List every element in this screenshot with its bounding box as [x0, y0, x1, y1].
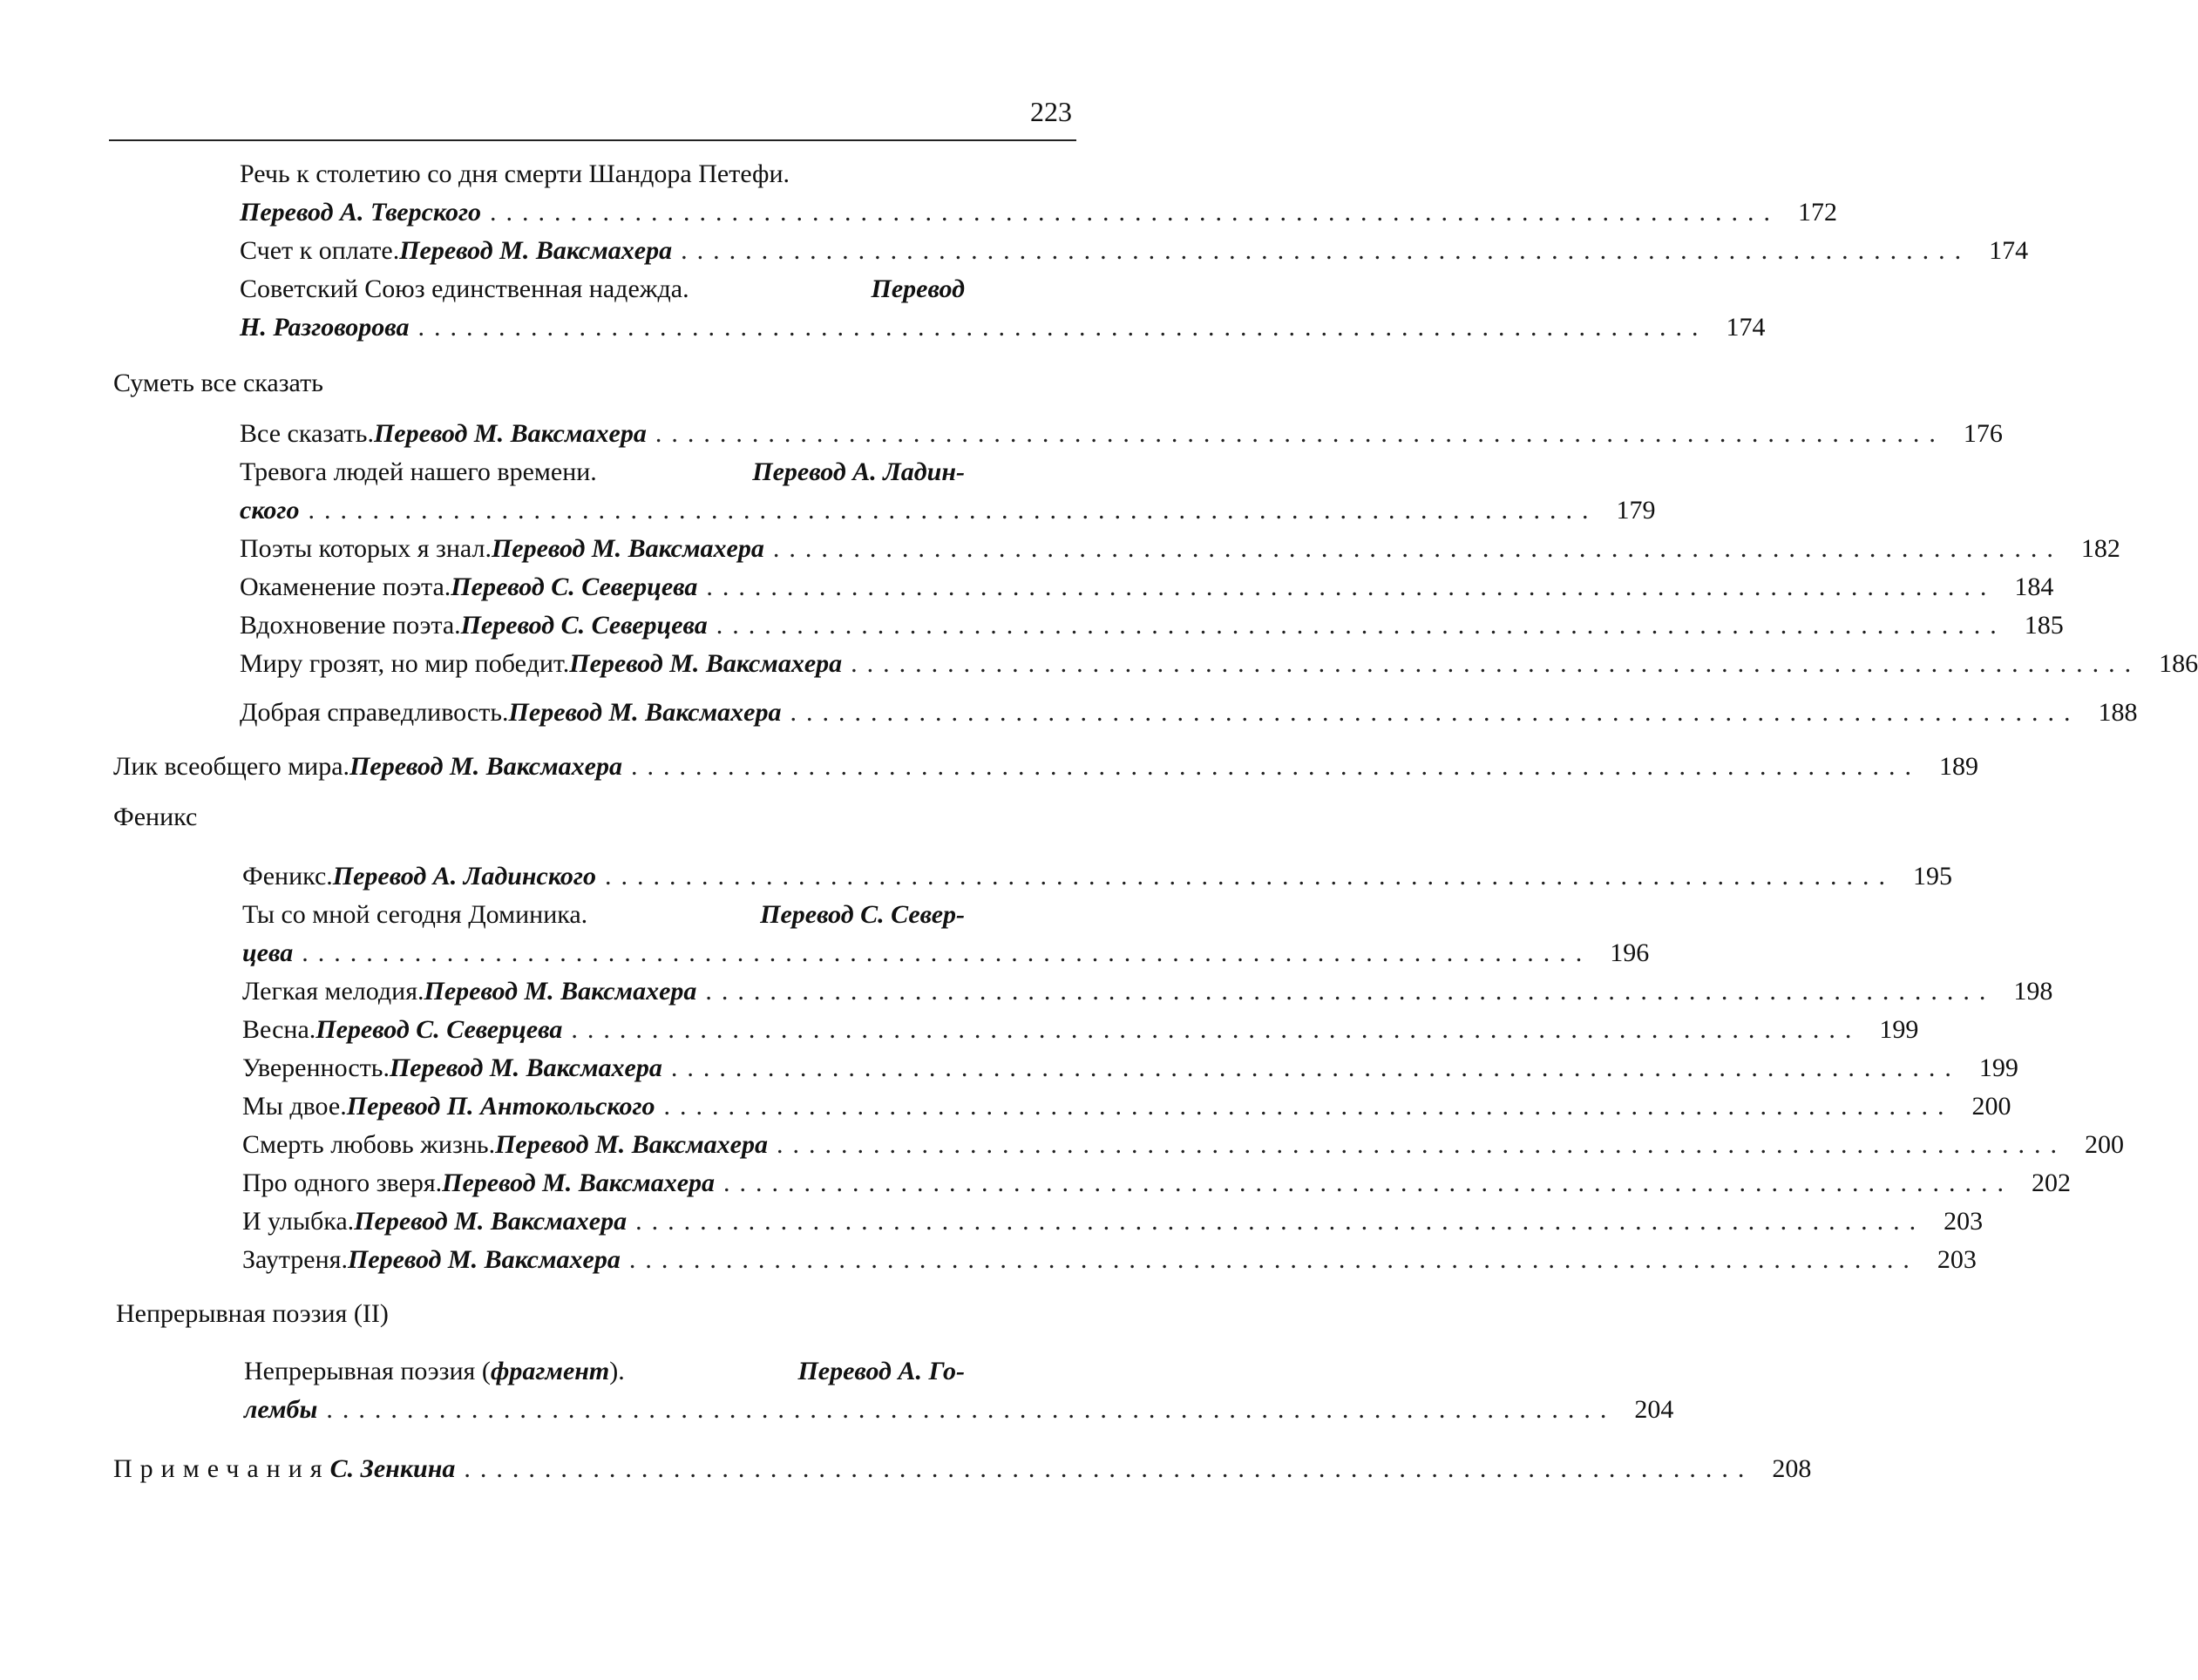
- toc-entry: [240, 193, 1838, 232]
- entry-title: Заутреня.: [242, 1245, 348, 1274]
- entry-page: 186: [2159, 649, 2198, 678]
- entry-page: 204: [1634, 1395, 1674, 1424]
- entry-page: 182: [2080, 534, 2120, 563]
- toc-entry: [240, 568, 2054, 606]
- entry-page: 196: [1610, 938, 1650, 967]
- entry-translator: ского: [240, 496, 300, 525]
- entry-title: Про одного зверя.: [242, 1169, 443, 1197]
- section-title: Феникс: [113, 803, 198, 831]
- toc-entry: [242, 1202, 1984, 1241]
- toc-entry-line: [240, 270, 965, 308]
- entry-translator: Перевод М. Ваксмахера: [424, 977, 697, 1006]
- dot-leader: ................................................................................: [655, 419, 1945, 448]
- entry-translator: Перевод М. Ваксмахера: [354, 1207, 628, 1236]
- toc-entry: [240, 694, 2138, 732]
- entry-title: Счет к оплате.: [240, 236, 400, 265]
- entry-page: 179: [1616, 496, 1656, 525]
- toc-entry: [240, 530, 2120, 568]
- entry-page: 185: [2024, 611, 2064, 640]
- toc-entry: [240, 606, 2064, 645]
- entry-page: 202: [2032, 1169, 2072, 1197]
- entry-title: И улыбка.: [242, 1207, 355, 1236]
- entry-title: Поэты которых я знал.: [240, 534, 492, 563]
- entry-title: Советский Союз единственная надежда.: [240, 274, 689, 303]
- entry-title: Примечания: [113, 1454, 330, 1483]
- entry-title-part: Непрерывная поэзия (: [244, 1357, 491, 1385]
- entry-translator: цева: [242, 938, 294, 967]
- dot-leader: ................................................................................: [670, 1053, 1961, 1082]
- dot-leader: ................................................................................: [772, 534, 2063, 563]
- toc-entry: [242, 934, 1650, 972]
- header-rule: [109, 139, 1076, 141]
- entry-translator: Перевод М. Ваксмахера: [495, 1130, 768, 1159]
- entry-title: Мы двое.: [242, 1092, 347, 1121]
- section-title: Суметь все сказать: [113, 369, 323, 397]
- toc-entry: [244, 1391, 1674, 1429]
- toc-entry: [242, 857, 1953, 896]
- dot-leader: ................................................................................: [723, 1169, 2014, 1197]
- entry-title: Весна.: [242, 1015, 316, 1044]
- entry-page: 188: [2098, 698, 2138, 727]
- dot-leader: ................................................................................: [663, 1092, 1954, 1121]
- dot-leader: ................................................................................: [635, 1207, 1926, 1236]
- entry-page: 189: [1938, 752, 1978, 781]
- entry-title-part: фрагмент: [490, 1357, 610, 1385]
- entry-title-part: ).: [609, 1357, 625, 1385]
- dot-leader: ................................................................................: [571, 1015, 1862, 1044]
- dot-leader: ................................................................................: [790, 698, 2080, 727]
- dot-leader: ................................................................................: [326, 1395, 1617, 1424]
- dot-leader: ................................................................................: [706, 572, 1997, 601]
- entry-title: Легкая мелодия.: [242, 977, 424, 1006]
- entry-translator: Перевод С. Северцева: [451, 572, 698, 601]
- dot-leader: ................................................................................: [681, 236, 1971, 265]
- toc-entry: [242, 972, 2053, 1011]
- entry-page: 184: [2014, 572, 2054, 601]
- entry-page: 176: [1963, 419, 2003, 448]
- dot-leader: ................................................................................: [851, 649, 2141, 678]
- dot-leader: ................................................................................: [302, 938, 1592, 967]
- entry-page: 199: [1879, 1015, 1919, 1044]
- entry-translator: С. Зенкина: [329, 1454, 456, 1483]
- dot-leader: ................................................................................: [776, 1130, 2066, 1159]
- dot-leader: ................................................................................: [705, 977, 1996, 1006]
- entry-title: Окаменение поэта.: [240, 572, 451, 601]
- toc-entry-line: [244, 1352, 965, 1391]
- entry-page: 200: [1971, 1092, 2011, 1121]
- page-number: 223: [1030, 96, 1072, 127]
- entry-title: Все сказать.: [240, 419, 374, 448]
- entry-title: Ты со мной сегодня Доминика.: [242, 900, 588, 929]
- toc-entry: [242, 1126, 2124, 1164]
- dot-leader: ................................................................................: [628, 1245, 1919, 1274]
- toc-entry: [113, 1450, 1812, 1488]
- entry-page: 198: [2013, 977, 2053, 1006]
- entry-title: Миру грозят, но мир победит.: [240, 649, 570, 678]
- entry-translator: Перевод М. Ваксмахера: [508, 698, 782, 727]
- toc-entry-line: [240, 155, 965, 193]
- entry-title: Вдохновение поэта.: [240, 611, 461, 640]
- dot-leader: ................................................................................: [417, 313, 1708, 342]
- entry-translator: Перевод С. Северцева: [315, 1015, 563, 1044]
- entry-title: Уверенность.: [242, 1053, 390, 1082]
- entry-title: Тревога людей нашего времени.: [240, 457, 597, 486]
- entry-page: 208: [1772, 1454, 1812, 1483]
- dot-leader: ................................................................................: [308, 496, 1598, 525]
- entry-page: 195: [1913, 862, 1953, 891]
- toc-entry-line: [242, 896, 965, 934]
- entry-page: 200: [2084, 1130, 2124, 1159]
- dot-leader: ................................................................................: [716, 611, 2006, 640]
- toc-entry: [242, 1241, 1977, 1279]
- entry-translator: лембы: [244, 1395, 318, 1424]
- entry-translator: Перевод А. Тверского: [240, 198, 482, 227]
- toc-entry-line: [240, 453, 965, 491]
- toc-entry: [240, 232, 2029, 270]
- entry-page: 172: [1798, 198, 1838, 227]
- entry-title: [244, 1352, 625, 1391]
- entry-page: 203: [1944, 1207, 1984, 1236]
- entry-page: 174: [1989, 236, 2029, 265]
- entry-page: 199: [1978, 1053, 2018, 1082]
- entry-title: Речь к столетию со дня смерти Шандора Петефи.: [240, 159, 790, 188]
- dot-leader: ................................................................................: [605, 862, 1896, 891]
- entry-translator: Перевод П. Антокольского: [346, 1092, 655, 1121]
- toc-entry: [242, 1049, 2018, 1087]
- entry-translator: Н. Разговорова: [240, 313, 410, 342]
- toc-entry: [240, 491, 1656, 530]
- dot-leader: ................................................................................: [630, 752, 1921, 781]
- toc-entry: [242, 1164, 2072, 1202]
- entry-translator: Перевод М. Ваксмахера: [349, 752, 622, 781]
- toc-entry: [240, 308, 1766, 347]
- toc-entry: [242, 1087, 2011, 1126]
- entry-translator: Перевод М. Ваксмахера: [569, 649, 843, 678]
- entry-translator: Перевод М. Ваксмахера: [399, 236, 673, 265]
- entry-title: Добрая справедливость.: [240, 698, 509, 727]
- section-title: Непрерывная поэзия (II): [116, 1299, 389, 1328]
- entry-translator: Перевод А. Ладинского: [332, 862, 597, 891]
- entry-page: 203: [1937, 1245, 1977, 1274]
- toc-entry: [242, 1011, 1919, 1049]
- entry-translator: Перевод М. Ваксмахера: [347, 1245, 621, 1274]
- dot-leader: ................................................................................: [490, 198, 1781, 227]
- entry-translator: Перевод М. Ваксмахера: [491, 534, 764, 563]
- dot-leader: ................................................................................: [464, 1454, 1754, 1483]
- toc-entry: [240, 415, 2003, 453]
- entry-translator: Перевод М. Ваксмахера: [442, 1169, 716, 1197]
- entry-translator: Перевод А. Ладин-: [752, 457, 965, 486]
- entry-translator: Перевод С. Север-: [760, 900, 965, 929]
- toc-entry: [240, 645, 2198, 683]
- entry-translator: Перевод С. Северцева: [460, 611, 708, 640]
- entry-translator: Перевод: [871, 274, 965, 303]
- entry-title: Смерть любовь жизнь.: [242, 1130, 496, 1159]
- entry-translator: Перевод М. Ваксмахера: [373, 419, 647, 448]
- entry-translator: Перевод А. Го-: [797, 1357, 965, 1385]
- entry-title: Лик всеобщего мира.: [113, 752, 350, 781]
- entry-translator: Перевод М. Ваксмахера: [389, 1053, 662, 1082]
- entry-title: Феникс.: [242, 862, 333, 891]
- toc-entry: [113, 748, 1978, 786]
- entry-page: 174: [1726, 313, 1766, 342]
